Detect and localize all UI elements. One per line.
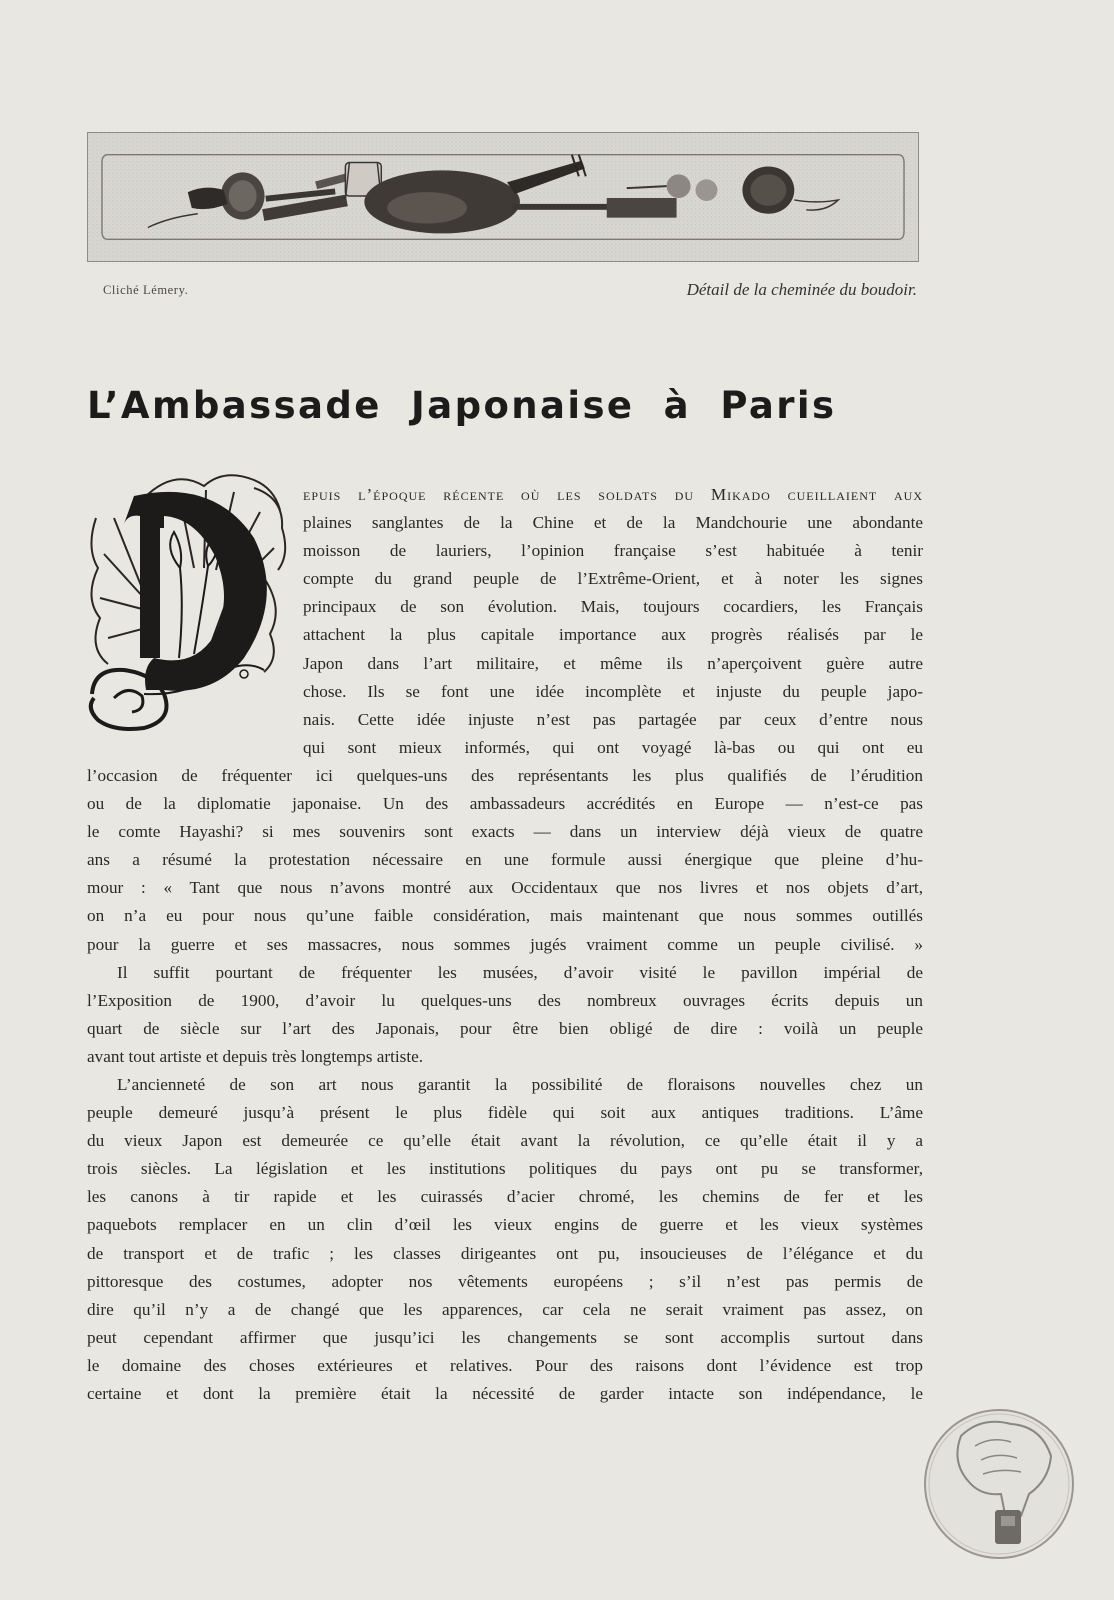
- photo-credit: Cliché Lémery.: [103, 283, 189, 297]
- text-line: attachent la plus capitale importance aux progrès réalisés par le: [303, 625, 923, 645]
- text-line: l’Exposition de 1900, d’avoir lu quelques-uns des nombreux ouvrages écrits depuis un: [87, 990, 923, 1010]
- text-line: plaines sanglantes de la Chine et de la Mandchourie une abondante: [303, 513, 923, 533]
- text-line: nais. Cette idée injuste n’est pas partagée par ceux d’entre nous: [303, 709, 923, 729]
- text-line: avant tout artiste et depuis très longtemps artiste.: [87, 1046, 424, 1066]
- text-line: certaine et dont la première était la nécessité de garder intacte son indépendance, le: [87, 1384, 923, 1403]
- text-line: pittoresque des costumes, adopter nos vêtements européens ; s’il n’est pas permis de: [87, 1271, 923, 1291]
- text-line: peut cependant affirmer que jusqu’ici les changements se sont accomplis surtout dans: [87, 1327, 923, 1347]
- text-line: compte du grand peuple de l’Extrême-Orient, et à noter les signes: [303, 569, 923, 589]
- text-line: de transport et de trafic ; les classes dirigeantes ont pu, insoucieuses de l’élégance et du: [87, 1243, 923, 1263]
- text-line: L’ancienneté de son art nous garantit la possibilité de floraisons nouvelles chez un: [117, 1074, 923, 1094]
- text-line: du vieux Japon est demeurée ce qu’elle était avant la révolution, ce qu’elle était il y a: [87, 1131, 923, 1151]
- instruments-illustration: [87, 132, 919, 262]
- text-line: on n’a eu pour nous qu’une faible considération, mais maintenant que nous sommes outillés: [87, 906, 923, 926]
- text-line: pour la guerre et ses massacres, nous sommes jugés vraiment comme un peuple civilisé. »: [87, 934, 923, 954]
- hand-seal-watermark-icon: [921, 1406, 1077, 1562]
- text-line: l’occasion de fréquenter ici quelques-uns des représentants les plus qualifiés de l’érudition: [87, 765, 923, 785]
- text-line: le comte Hayashi? si mes souvenirs sont exacts — dans un interview déjà vieux de quatre: [87, 822, 923, 842]
- text-line: les canons à tir rapide et les cuirassés d’acier chromé, les chemins de fer et les: [87, 1187, 923, 1207]
- text-line: Il suffit pourtant de fréquenter les musées, d’avoir visité le pavillon impérial de: [117, 962, 923, 982]
- text-line: mour : « Tant que nous n’avons montré aux Occidentaux que nos livres et nos objets d’art,: [87, 878, 923, 898]
- text-line: dire qu’il n’y a de changé que les apparences, car cela ne serait vraiment pas assez, on: [87, 1299, 923, 1319]
- article-body: [87, 481, 923, 1408]
- dropcap-continuation: epuis l’époque récente où les soldats du Mikado cueillaient aux: [303, 485, 923, 504]
- text-line: trois siècles. La législation et les institutions politiques du pays ont pu se transformer,: [87, 1159, 923, 1179]
- text-line: ou de la diplomatie japonaise. Un des ambassadeurs accrédités en Europe — n’est-ce pas: [87, 794, 923, 814]
- text-line: moisson de lauriers, l’opinion française s’est habituée à tenir: [303, 541, 923, 561]
- text-line: peuple demeuré jusqu’à présent le plus fidèle qui soit aux antiques traditions. L’âme: [87, 1103, 923, 1123]
- text-line: qui sont mieux informés, qui ont voyagé là-bas ou qui ont eu: [303, 737, 923, 757]
- text-line: ans a résumé la protestation nécessaire en une formule aussi énergique que pleine d’hu-: [87, 850, 923, 870]
- article-title: L’Ambassade Japonaise à Paris: [87, 384, 837, 427]
- text-line: chose. Ils se font une idée incomplète et injuste du peuple japo-: [303, 681, 923, 701]
- text-line: [87, 481, 923, 509]
- text-line: paquebots remplacer en un clin d’œil les vieux engins de guerre et les vieux systèmes: [87, 1215, 923, 1235]
- text-line: principaux de son évolution. Mais, toujours cocardiers, les Français: [303, 597, 923, 617]
- text-line: quart de siècle sur l’art des Japonais, pour être bien obligé de dire : voilà un peuple: [87, 1018, 923, 1038]
- text-line: le domaine des choses extérieures et relatives. Pour des raisons dont l’évidence est trop: [87, 1355, 923, 1375]
- illustration-caption: Détail de la cheminée du boudoir.: [686, 280, 917, 299]
- text-line: Japon dans l’art militaire, et même ils n’aperçoivent guère autre: [303, 653, 923, 673]
